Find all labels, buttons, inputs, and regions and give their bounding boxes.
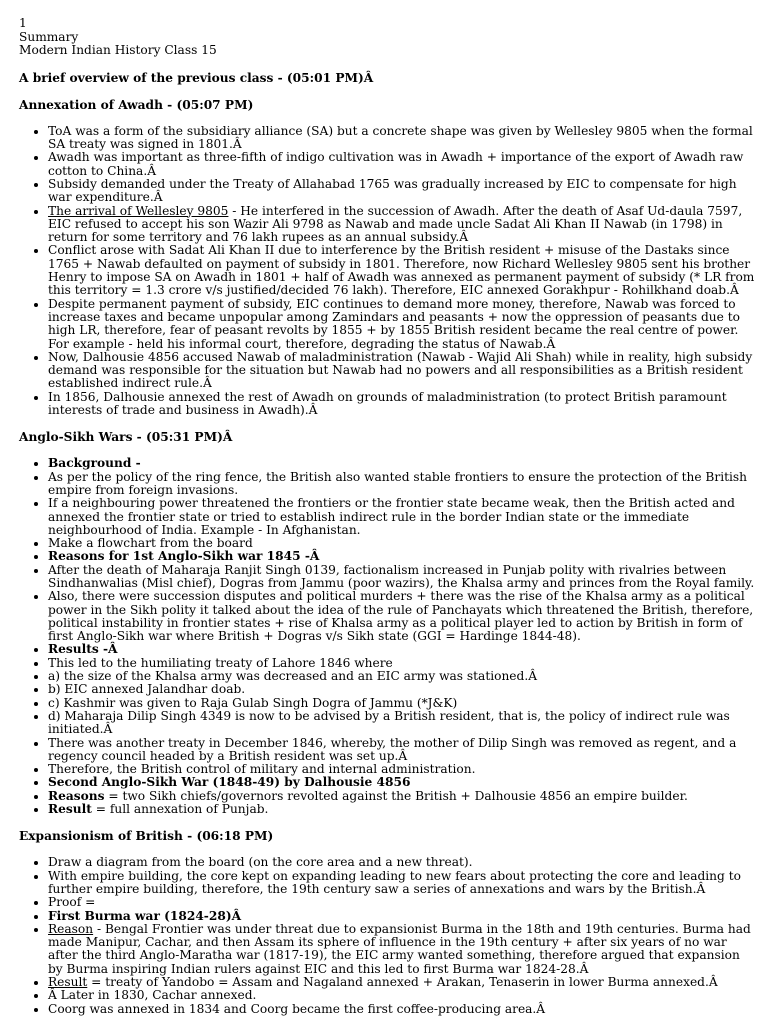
bullet-text: Subsidy demanded under the Treaty of Allahabad 1765 was gradually increased by EIC to compensate for high war expenditure.Â: [48, 176, 737, 205]
section-bullet-list: [19, 856, 756, 1016]
bullet-item: [48, 896, 756, 909]
bullet-lead: The arrival of Wellesley 9805: [48, 203, 229, 218]
bullet-lead: Results -Â: [48, 642, 118, 657]
bullet-item: [48, 298, 756, 351]
bullet-text: b) EIC annexed Jalandhar doab.: [48, 682, 246, 697]
page-number: 1: [19, 16, 27, 30]
section-heading: A brief overview of the previous class - (05:01 PM)Â: [19, 70, 374, 85]
bullet-item: [48, 856, 756, 869]
bullet-item: [48, 351, 756, 391]
bullet-item: [48, 697, 756, 710]
bullet-lead: Reasons: [48, 788, 105, 803]
bullet-text: Â Later in 1830, Cachar annexed.: [48, 988, 257, 1003]
bullet-text: There was another treaty in December 1846, whereby, the mother of Dilip Singh was removed as regent, and a regency council headed by a British resident was set up.Â: [48, 735, 737, 763]
bullet-text: Therefore, the British control of military and internal administration.: [48, 762, 476, 777]
bullet-text: Awadh was important as three-fifth of indigo cultivation was in Awadh + importance of the export of Awadh raw cotton to China.Â: [48, 150, 744, 178]
bullet-text: - Bengal Frontier was under threat due to expansionist Burma in the 18th and 19th centuries. Burma had made Manipur, Cachar, and then Assam its sphere of influence in the 19th century + after six years of no war after the third Anglo-Maratha war (1817-19), the EIC army wanted something, therefore argued that expansion by Burma inspiring Indian rulers against EIC and this led to first Burma war 1824-28.Â: [48, 921, 751, 976]
bullet-item: [48, 497, 756, 537]
bullet-text: In 1856, Dalhousie annexed the rest of Awadh on grounds of maladministration (to protect British paramount interests of trade and business in Awadh).Â: [48, 389, 727, 418]
bullet-text: Now, Dalhousie 4856 accused Nawab of maladministration (Nawab - Wajid Ali Shah) while in reality, high subsidy demand was responsible for the situation but Nawab had no powers and all responsibilities as a British resident established indirect rule.Â: [48, 349, 753, 391]
bullet-text: - He interfered in the succession of Awadh. After the death of Asaf Ud-daula 7597, EIC refused to accept his son Wazir Ali 9798 as Nawab and made uncle Sadat Ali Khan II Nawab (in 1798) in return for some territory and 76 lakh rupees as an annual subsidy.Â: [48, 203, 743, 245]
bullet-text: Make a flowchart from the board: [48, 536, 253, 551]
bullet-item: [48, 1003, 756, 1016]
bullet-text: After the death of Maharaja Ranjit Singh 0139, factionalism increased in Punjab polity with rivalries between Sindhanwalias (Misl chief), Dogras from Jammu (poor wazirs), the Khalsa army and princes from the Royal family.: [48, 562, 755, 590]
section-heading: Expansionism of British - (06:18 PM): [19, 829, 274, 844]
bullet-lead: Reason: [48, 921, 94, 936]
document-header: [19, 17, 756, 58]
bullet-text: = full annexation of Punjab.: [91, 802, 269, 817]
bullet-item: [48, 989, 756, 1002]
bullet-item: [48, 244, 756, 297]
bullet-lead: Result: [48, 975, 88, 989]
bullet-item: [48, 205, 756, 245]
bullet-text: = treaty of Yandobo = Assam and Nagaland annexed + Arakan, Tenaserin in lower Burma annexed.Â: [87, 975, 718, 989]
bullet-item: [48, 910, 756, 923]
bullet-item: [48, 391, 756, 418]
bullet-text: With empire building, the core kept on expanding leading to new fears about protecting the core and leading to further empire building, therefore, the 19th century saw a series of annexations and wars by the British.Â: [48, 868, 741, 896]
bullet-item: [48, 763, 756, 776]
bullet-item: [48, 923, 756, 976]
section-heading: Annexation of Awadh - (05:07 PM): [19, 97, 254, 112]
bullet-item: [48, 776, 756, 789]
section-bullet-list: [19, 125, 756, 418]
section-heading: Anglo-Sikh Wars - (05:31 PM)Â: [19, 430, 233, 445]
bullet-item: [48, 151, 756, 178]
bullet-text: Despite permanent payment of subsidy, EIC continues to demand more money, therefore, Nawab was forced to increase taxes and became unpopular among Zamindars and peasants + now the oppression of peasants due to high LR, therefore, fear of peasant revolts by 1855 + by 1855 British resident became the real centre of power. For example - held his informal court, therefore, degrading the status of Nawab.Â: [48, 296, 740, 351]
bullet-lead: First Burma war (1824-28)Â: [48, 908, 242, 923]
bullet-item: [48, 803, 756, 816]
document-content: [19, 71, 756, 1016]
bullet-text: Draw a diagram from the board (on the core area and a new threat).: [48, 855, 473, 870]
bullet-text: Coorg was annexed in 1834 and Coorg became the first coffee-producing area.Â: [48, 1001, 546, 1016]
bullet-lead: Second Anglo-Sikh War (1848-49) by Dalhousie 4856: [48, 775, 411, 790]
bullet-text: Proof =: [48, 895, 96, 910]
section-bullet-list: [19, 457, 756, 816]
bullet-text: This led to the humiliating treaty of Lahore 1846 where: [48, 655, 393, 670]
course-title: Modern Indian History Class 15: [19, 43, 217, 58]
bullet-text: a) the size of the Khalsa army was decreased and an EIC army was stationed.Â: [48, 669, 537, 684]
bullet-text: Also, there were succession disputes and political murders + there was the rise of the Khalsa army as a political power in the Sikh polity it talked about the idea of the rule of Panchayats which threatened the British, therefore, political instability in frontier states + rise of Khalsa army as a political player led to action by British in form of first Anglo-Sikh war where British + Dogras v/s Sikh state (GGI = Hardinge 1844-48).: [48, 589, 754, 644]
bullet-text: Conflict arose with Sadat Ali Khan II due to interference by the British resident + misuse of the Dastaks since 1765 + Nawab defaulted on payment of subsidy in 1801. Therefore, now Richard Wellesley 9805 sent his brother Henry to impose SA on Awadh in 1801 + half of Awadh was annexed as permanent payment of subsidy (* LR from this territory = 1.3 crore v/s justified/decided 76 lakh). Therefore, EIC annexed Gorakhpur - Rohilkhand doab.Â: [48, 243, 755, 298]
bullet-item: [48, 125, 756, 152]
bullet-item: [48, 471, 756, 498]
bullet-text: = two Sikh chiefs/governors revolted against the British + Dalhousie 4856 an empire builder.: [104, 788, 688, 803]
bullet-item: [48, 178, 756, 205]
bullet-item: [48, 590, 756, 643]
bullet-text: c) Kashmir was given to Raja Gulab Singh Dogra of Jammu (*J&K): [48, 695, 458, 710]
bullet-item: [48, 737, 756, 764]
bullet-text: d) Maharaja Dilip Singh 4349 is now to be advised by a British resident, that is, the policy of indirect rule was initiated.Â: [48, 708, 730, 737]
bullet-lead: Background -: [48, 456, 141, 471]
bullet-item: [48, 683, 756, 696]
bullet-text: ToA was a form of the subsidiary alliance (SA) but a concrete shape was given by Wellesley 9805 when the formal SA treaty was signed in 1801.Â: [48, 123, 753, 152]
bullet-item: [48, 457, 756, 470]
bullet-item: [48, 870, 756, 897]
bullet-lead: Reasons for 1st Anglo-Sikh war 1845 -Â: [48, 549, 320, 564]
bullet-item: [48, 710, 756, 737]
bullet-item: [48, 550, 756, 563]
bullet-item: [48, 643, 756, 656]
bullet-text: As per the policy of the ring fence, the British also wanted stable frontiers to ensure the protection of the British empire from foreign invasions.: [48, 469, 748, 497]
bullet-item: [48, 564, 756, 591]
bullet-text: If a neighbouring power threatened the frontiers or the frontier state became weak, then the British acted and annexed the frontier state or tried to establish indirect rule in the border Indian state or the immediate neighbourhood of India. Example - In Afghanistan.: [48, 496, 735, 537]
bullet-item: [48, 790, 756, 803]
summary-label: Summary: [19, 29, 79, 44]
bullet-lead: Result: [48, 802, 92, 817]
bullet-item: [48, 670, 756, 683]
